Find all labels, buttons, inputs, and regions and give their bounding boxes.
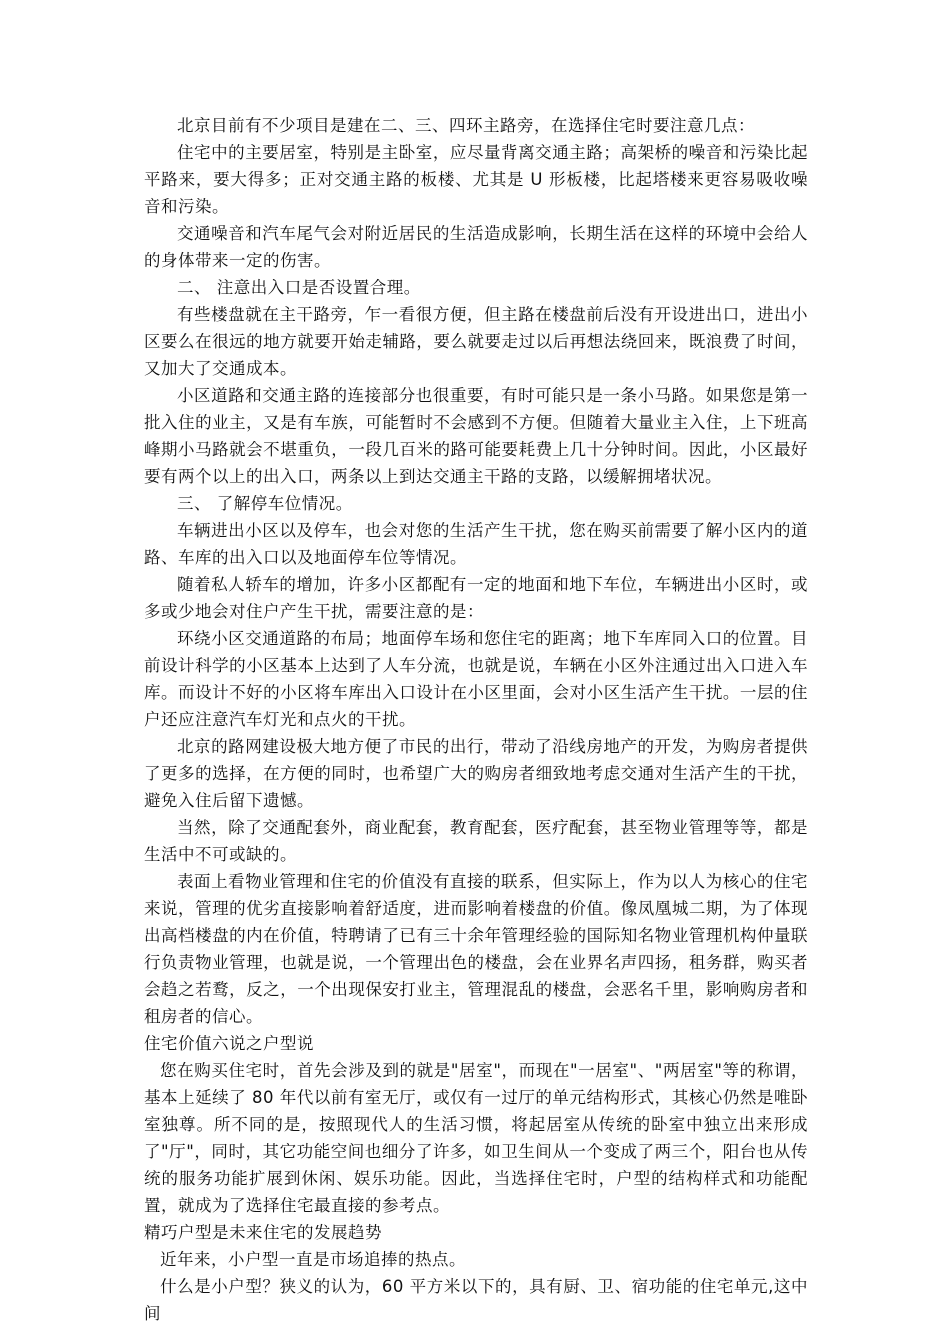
paragraph-amenities: 当然，除了交通配套外，商业配套，教育配套，医疗配套，甚至物业管理等等，都是生活中不可或缺的。 — [144, 818, 808, 864]
paragraph-private-cars: 随着私人轿车的增加，许多小区都配有一定的地面和地下车位，车辆进出小区时，或多或少地会对住户产生干扰，需要注意的是： — [144, 575, 808, 621]
paragraph-traffic-noise: 交通噪音和汽车尾气会对附近居民的生活造成影响，长期生活在这样的环境中会给人的身体带来一定的伤害。 — [144, 224, 808, 270]
paragraph-road-network: 北京的路网建设极大地方便了市民的出行，带动了沿线房地产的开发，为购房者提供了更多的选择，在方便的同时，也希望广大的购房者细致地考虑交通对生活产生的干扰，避免入住后留下遗憾。 — [144, 737, 808, 810]
paragraph-small-unit-definition: 什么是小户型？狭义的认为，60 平方米以下的，具有厨、卫、宿功能的住宅单元,这中间 — [144, 1277, 808, 1323]
paragraph-bedroom-noise: 住宅中的主要居室，特别是主卧室，应尽量背离交通主路；高架桥的噪音和污染比起平路来，要大得多；正对交通主路的板楼、尤其是 U 形板楼，比起塔楼来更容易吸收噪音和污染。 — [144, 143, 808, 216]
section-title-floor-plan: 住宅价值六说之户型说 — [144, 1034, 314, 1053]
document-page — [144, 112, 808, 1327]
paragraph-road-layout: 环绕小区交通道路的布局；地面停车场和您住宅的距离；地下车库同入口的位置。目前设计科学的小区基本上达到了人车分流，也就是说，车辆在小区外注通过出入口进入车库。而设计不好的小区将车库出入口设计在小区里面，会对小区生活产生干扰。一层的住户还应注意汽车灯光和点火的干扰。 — [144, 629, 808, 729]
paragraph-property-management: 表面上看物业管理和住宅的价值没有直接的联系，但实际上，作为以人为核心的住宅来说，管理的优劣直接影响着舒适度，进而影响着楼盘的价值。像凤凰城二期，为了体现出高档楼盘的内在价值，特聘请了已有三十余年管理经验的国际知名物业管理机构仲量联行负责物业管理，也就是说，一个管理出色的楼盘，会在业界名声四扬，租务群，购买者会趋之若鹜，反之，一个出现保安打业主，管理混乱的楼盘，会恶名千里，影响购房者和租房者的信心。 — [144, 872, 808, 1026]
section-heading-entrances: 二、 注意出入口是否设置合理。 — [177, 278, 421, 297]
section-title-compact-units: 精巧户型是未来住宅的发展趋势 — [144, 1223, 382, 1242]
paragraph-intro: 北京目前有不少项目是建在二、三、四环主路旁，在选择住宅时要注意几点： — [177, 116, 755, 135]
paragraph-entrances: 有些楼盘就在主干路旁，乍一看很方便，但主路在楼盘前后没有开设进出口，进出小区要么在很远的地方就要开始走辅路，要么就要走过以后再想法绕回来，既浪费了时间，又加大了交通成本。 — [144, 305, 808, 378]
section-heading-parking: 三、 了解停车位情况。 — [177, 494, 353, 513]
paragraph-road-connection: 小区道路和交通主路的连接部分也很重要，有时可能只是一条小马路。如果您是第一批入住的业主，又是有车族，可能暂时不会感到不方便。但随着大量业主入住，上下班高峰期小马路就会不堪重负，一段几百米的路可能要耗费上几十分钟时间。因此，小区最好要有两个以上的出入口，两条以上到达交通主干路的支路，以缓解拥堵状况。 — [144, 386, 808, 486]
paragraph-parking-interference: 车辆进出小区以及停车，也会对您的生活产生干扰，您在购买前需要了解小区内的道路、车库的出入口以及地面停车位等情况。 — [144, 521, 808, 567]
paragraph-floor-plan: 您在购买住宅时，首先会涉及到的就是"居室"，而现在"一居室"、"两居室"等的称谓，基本上延续了 80 年代以前有室无厅，或仅有一过厅的单元结构形式，其核心仍然是唯卧室独尊。所不同的是，按照现代人的生活习惯，将起居室从传统的卧室中独立出来形成了"厅"，同时，其它功能空间也细分了许多，如卫生间从一个变成了两三个，阳台也从传统的服务功能扩展到休闲、娱乐功能。因此，当选择住宅时，户型的结构样式和功能配置，就成为了选择住宅最直接的参考点。 — [144, 1061, 808, 1215]
paragraph-small-units-hot: 近年来，小户型一直是市场追捧的热点。 — [160, 1250, 466, 1269]
